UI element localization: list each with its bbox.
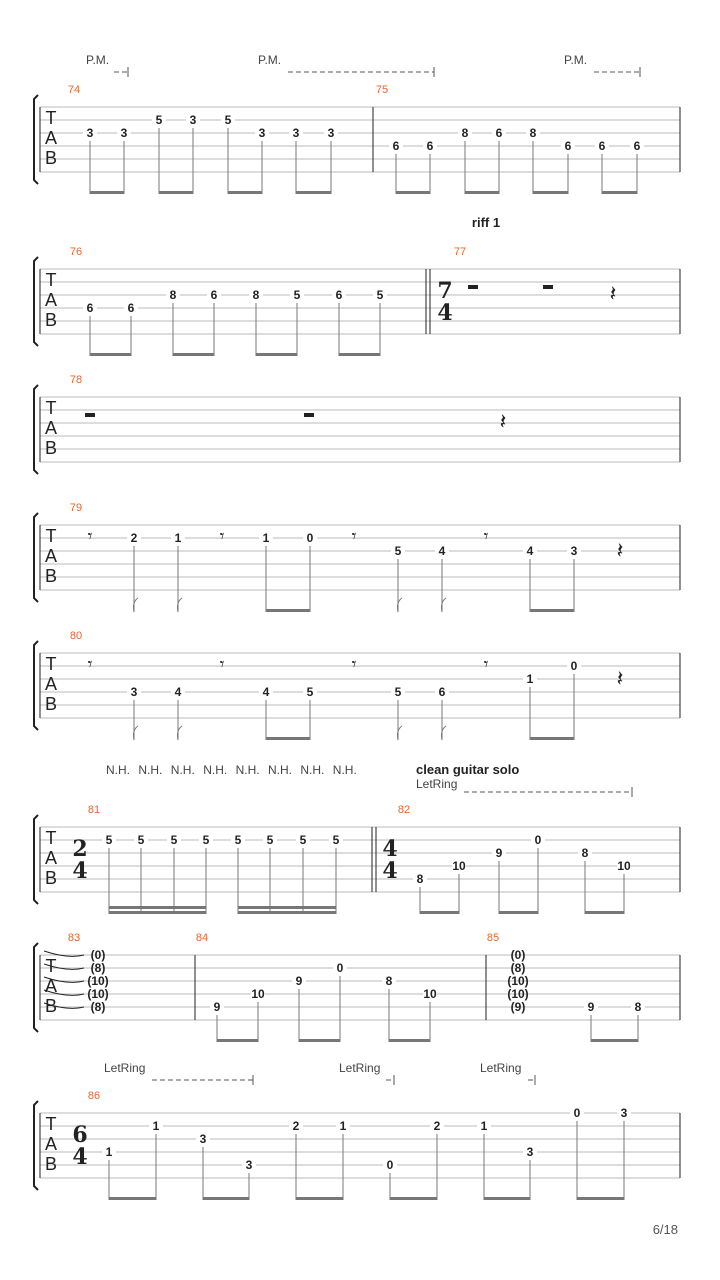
tab-clef-letter: B [44, 694, 58, 714]
fret-number: 3 [620, 1106, 628, 1120]
measure-number: 86 [87, 1090, 101, 1102]
note-beam [389, 1039, 430, 1042]
note-beam [173, 353, 214, 356]
note-beam [577, 1197, 624, 1200]
fret-number: 5 [394, 685, 402, 699]
fret-number: 8 [634, 1000, 642, 1014]
eighth-rest: 𝄾 [87, 654, 93, 675]
let-ring-label: LetRing [416, 777, 458, 791]
fret-number: 3 [130, 685, 138, 699]
note-beam-16th [109, 906, 206, 909]
palm-mute-label: P.M. [564, 53, 588, 67]
note-beam [420, 911, 459, 914]
fret-number: 5 [202, 833, 210, 847]
system-bracket [34, 513, 38, 602]
note-beam [499, 911, 538, 914]
fret-number: 4 [526, 544, 534, 558]
note-beam [396, 191, 430, 194]
section-label: riff 1 [471, 215, 501, 230]
fret-number: 0 [534, 833, 542, 847]
tab-system [34, 53, 680, 194]
tab-clef-letter: B [44, 310, 58, 330]
fret-number: 2 [292, 1119, 300, 1133]
tab-clef-letter: B [44, 438, 58, 458]
time-signature-top: 7 [437, 278, 453, 304]
fret-number: 4 [262, 685, 270, 699]
fret-number: 1 [480, 1119, 488, 1133]
system-bracket [34, 385, 38, 474]
tab-clef-letter: A [44, 848, 58, 868]
fret-number: 3 [526, 1145, 534, 1159]
fret-number: 3 [86, 126, 94, 140]
fret-number: 6 [392, 139, 400, 153]
measure-number: 75 [375, 84, 389, 96]
let-ring-label: LetRing [339, 1061, 381, 1075]
note-beam [299, 1039, 340, 1042]
fret-number: 5 [394, 544, 402, 558]
time-signature-top: 4 [382, 836, 398, 862]
tied-note: (8) [90, 961, 106, 975]
note-beam [390, 1197, 437, 1200]
fret-number: 5 [266, 833, 274, 847]
fret-number: 6 [426, 139, 434, 153]
harmonic-label: N.H. [170, 763, 195, 777]
note-beam [296, 1197, 343, 1200]
fret-number: 6 [438, 685, 446, 699]
fret-number: 5 [137, 833, 145, 847]
eighth-rest: 𝄾 [219, 654, 225, 675]
note-beam [530, 609, 574, 612]
tab-clef-letter: B [44, 148, 58, 168]
fret-number: 5 [376, 288, 384, 302]
tab-system [34, 1061, 680, 1200]
note-beam [203, 1197, 249, 1200]
page-number: 6/18 [652, 1222, 678, 1237]
tab-clef-letter: B [44, 996, 58, 1016]
time-signature-top: 2 [72, 836, 88, 862]
tab-clef-letter: T [45, 1114, 57, 1134]
fret-number: 3 [189, 113, 197, 127]
measure-number: 80 [69, 630, 83, 642]
fret-number: 5 [224, 113, 232, 127]
tab-clef-letter: A [44, 1134, 58, 1154]
measure-number: 81 [87, 804, 101, 816]
measure-number: 82 [397, 804, 411, 816]
fret-number: 6 [335, 288, 343, 302]
harmonic-label: N.H. [332, 763, 357, 777]
fret-number: 6 [633, 139, 641, 153]
note-beam [296, 191, 331, 194]
fret-number: 6 [598, 139, 606, 153]
fret-number: 3 [120, 126, 128, 140]
tied-note: (10) [507, 987, 529, 1001]
tab-clef-letter: A [44, 418, 58, 438]
note-beam [238, 911, 336, 914]
measure-number: 83 [67, 932, 81, 944]
time-signature-top: 6 [72, 1122, 88, 1148]
let-ring-label: LetRing [104, 1061, 146, 1075]
tied-note: (0) [510, 948, 526, 962]
eighth-rest: 𝄾 [87, 526, 93, 547]
note-beam [90, 353, 131, 356]
tied-note: (8) [90, 1000, 106, 1014]
tab-clef-letter: T [45, 654, 57, 674]
fret-number: 0 [570, 659, 578, 673]
tab-clef-letter: A [44, 976, 58, 996]
fret-number: 1 [526, 672, 534, 686]
tab-system [34, 932, 680, 1042]
fret-number: 8 [529, 126, 537, 140]
fret-number: 5 [306, 685, 314, 699]
harmonic-label: N.H. [268, 763, 292, 777]
tied-note: (10) [87, 974, 109, 988]
palm-mute-label: P.M. [86, 53, 110, 67]
note-beam [228, 191, 262, 194]
fret-number: 5 [170, 833, 178, 847]
fret-number: 9 [213, 1000, 221, 1014]
time-signature-bottom: 4 [382, 858, 398, 884]
note-beam [465, 191, 499, 194]
note-beam [484, 1197, 530, 1200]
fret-number: 0 [573, 1106, 581, 1120]
tied-note: (10) [87, 987, 109, 1001]
note-beam [266, 737, 310, 740]
tab-clef-letter: B [44, 868, 58, 888]
fret-number: 3 [199, 1132, 207, 1146]
fret-number: 5 [332, 833, 340, 847]
system-bracket [34, 641, 38, 730]
tab-system [34, 762, 680, 914]
tied-note: (10) [507, 974, 529, 988]
fret-number: 8 [169, 288, 177, 302]
fret-number: 3 [327, 126, 335, 140]
tab-clef-letter: A [44, 674, 58, 694]
quarter-rest: 𝄽 [616, 667, 624, 692]
tab-clef-letter: A [44, 290, 58, 310]
fret-number: 5 [234, 833, 242, 847]
note-beam-16th [238, 906, 336, 909]
system-bracket [34, 1101, 38, 1190]
measure-number: 84 [195, 932, 209, 944]
note-beam [217, 1039, 258, 1042]
system-bracket [34, 95, 38, 184]
fret-number: 10 [251, 987, 265, 1001]
eighth-rest: 𝄾 [483, 526, 489, 547]
tab-system [34, 374, 680, 474]
let-ring-label: LetRing [480, 1061, 522, 1075]
half-rest [304, 413, 314, 417]
note-beam [90, 191, 124, 194]
note-beam [256, 353, 297, 356]
quarter-rest: 𝄽 [609, 282, 617, 307]
fret-number: 4 [438, 544, 446, 558]
half-rest [543, 285, 553, 289]
fret-number: 9 [495, 846, 503, 860]
fret-number: 9 [587, 1000, 595, 1014]
palm-mute-label: P.M. [258, 53, 282, 67]
fret-number: 8 [461, 126, 469, 140]
system-bracket [34, 257, 38, 346]
fret-number: 8 [385, 974, 393, 988]
tab-clef-letter: B [44, 566, 58, 586]
fret-number: 3 [570, 544, 578, 558]
fret-number: 3 [258, 126, 266, 140]
harmonic-label: N.H. [106, 763, 130, 777]
fret-number: 5 [299, 833, 307, 847]
measure-number: 74 [67, 84, 81, 96]
tab-clef-letter: T [45, 108, 57, 128]
fret-number: 4 [174, 685, 182, 699]
measure-number: 85 [486, 932, 500, 944]
time-signature-bottom: 4 [72, 1144, 88, 1170]
fret-number: 0 [386, 1158, 394, 1172]
tab-clef-letter: A [44, 546, 58, 566]
time-signature-bottom: 4 [437, 300, 453, 326]
measure-number: 78 [69, 374, 83, 386]
tab-clef-letter: T [45, 270, 57, 290]
tied-note: (0) [90, 948, 106, 962]
tab-clef-letter: T [45, 526, 57, 546]
fret-number: 6 [86, 301, 94, 315]
note-beam [530, 737, 574, 740]
fret-number: 2 [433, 1119, 441, 1133]
half-rest [468, 285, 478, 289]
system-bracket [34, 943, 38, 1032]
tab-clef-letter: B [44, 1154, 58, 1174]
fret-number: 5 [293, 288, 301, 302]
fret-number: 8 [416, 872, 424, 886]
note-beam [602, 191, 637, 194]
harmonic-label: N.H. [300, 763, 325, 777]
fret-number: 1 [152, 1119, 160, 1133]
fret-number: 8 [581, 846, 589, 860]
fret-number: 9 [295, 974, 303, 988]
fret-number: 3 [245, 1158, 253, 1172]
quarter-rest: 𝄽 [616, 539, 624, 564]
measure-number: 77 [453, 246, 467, 258]
fret-number: 5 [155, 113, 163, 127]
fret-number: 6 [564, 139, 572, 153]
fret-number: 0 [306, 531, 314, 545]
eighth-rest: 𝄾 [483, 654, 489, 675]
fret-number: 3 [292, 126, 300, 140]
eighth-rest: 𝄾 [351, 654, 357, 675]
fret-number: 0 [336, 961, 344, 975]
fret-number: 8 [252, 288, 260, 302]
tab-clef-letter: T [45, 956, 57, 976]
note-beam [109, 1197, 156, 1200]
fret-number: 5 [105, 833, 113, 847]
fret-number: 6 [210, 288, 218, 302]
harmonic-label: N.H. [235, 763, 260, 777]
fret-number: 10 [452, 859, 466, 873]
tied-note: (8) [510, 961, 526, 975]
measure-number: 76 [69, 246, 83, 258]
tab-system [34, 630, 680, 740]
measure-number: 79 [69, 502, 83, 514]
fret-number: 1 [105, 1145, 113, 1159]
eighth-rest: 𝄾 [219, 526, 225, 547]
harmonic-label: N.H. [203, 763, 228, 777]
note-beam [159, 191, 193, 194]
note-beam [585, 911, 624, 914]
section-label: clean guitar solo [416, 762, 520, 777]
tab-system [34, 502, 680, 612]
fret-number: 1 [262, 531, 270, 545]
fret-number: 1 [174, 531, 182, 545]
half-rest [85, 413, 95, 417]
tab-clef-letter: T [45, 828, 57, 848]
note-beam [109, 911, 206, 914]
tab-clef-letter: A [44, 128, 58, 148]
fret-number: 6 [495, 126, 503, 140]
fret-number: 2 [130, 531, 138, 545]
tied-note: (9) [510, 1000, 526, 1014]
fret-number: 1 [339, 1119, 347, 1133]
time-signature-bottom: 4 [72, 858, 88, 884]
tab-system [34, 215, 680, 356]
tab-clef-letter: T [45, 398, 57, 418]
harmonic-label: N.H. [138, 763, 163, 777]
note-beam [533, 191, 568, 194]
note-beam [339, 353, 380, 356]
eighth-rest: 𝄾 [351, 526, 357, 547]
note-beam [266, 609, 310, 612]
fret-number: 10 [423, 987, 437, 1001]
fret-number: 10 [617, 859, 631, 873]
fret-number: 6 [127, 301, 135, 315]
quarter-rest: 𝄽 [499, 410, 507, 435]
system-bracket [34, 815, 38, 904]
note-beam [591, 1039, 638, 1042]
